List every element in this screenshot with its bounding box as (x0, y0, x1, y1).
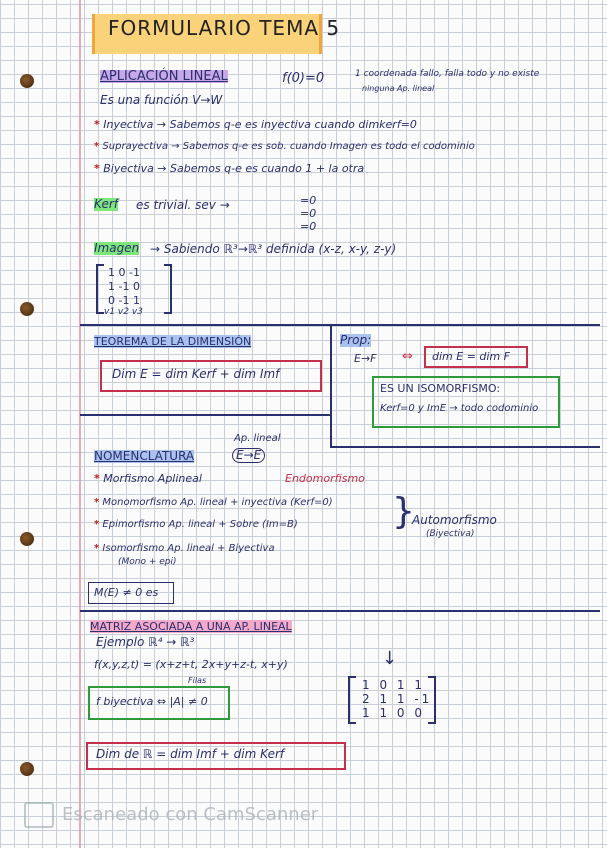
section-heading-teorema: TEOREMA DE LA DIMENSIÓN (94, 335, 252, 348)
divider (330, 446, 600, 448)
binder-hole (20, 302, 34, 316)
automorfismo-sub: (Biyectiva) (426, 529, 475, 539)
definition: Es una función V→W (100, 93, 223, 107)
list-item: * Monomorfismo Ap. lineal + inyectiva (Kerf=0) (94, 497, 333, 508)
list-item: * Epimorfismo Ap. lineal + Sobre (Im=B) (94, 519, 298, 530)
scan-watermark: Escaneado con CamScanner (62, 804, 319, 825)
kerf-eq: =0 (300, 194, 317, 207)
prop-ef: E→F (354, 352, 377, 365)
prop-dim: dim E = dim F (432, 350, 510, 363)
matrix-row: 1 0 1 1 (362, 678, 425, 692)
matrix-row: 2 1 1 -1 (362, 692, 433, 706)
list-item: * Inyectiva → Sabemos q-e es inyectiva cuando dimkerf=0 (94, 118, 417, 131)
me-text: M(E) ≠ 0 es (94, 586, 159, 599)
section-heading-matriz: MATRIZ ASOCIADA A UNA AP. LINEAL (90, 620, 292, 633)
camscanner-logo-icon (24, 802, 54, 828)
matrix-row: 1 -1 0 (108, 280, 140, 293)
section-heading-aplicacion: APLICACIÓN LINEAL (100, 69, 228, 84)
iso-title: ES UN ISOMORFISMO: (380, 382, 501, 395)
kerf-text: es trivial. sev → (136, 198, 230, 212)
dimension-formula: Dim E = dim Kerf + dim Imf (112, 367, 280, 381)
note-line2: ninguna Ap. lineal (362, 84, 435, 93)
divider (80, 324, 600, 326)
kerf-eq: =0 (300, 207, 317, 220)
matrix-row: 0 -1 1 (108, 294, 140, 307)
section-heading-nomenclatura: NOMENCLATURA (94, 449, 195, 463)
arrow-down-icon: ↓ (382, 648, 398, 669)
list-item: * Morfismo Aplineal (94, 472, 202, 485)
function-def: f(x,y,z,t) = (x+z+t, 2x+y+z-t, x+y) (94, 658, 288, 671)
iff-arrow-icon: ⇔ (402, 349, 413, 364)
f0-formula: f(0)=0 (282, 71, 325, 86)
ejemplo: Ejemplo ℝ⁴ → ℝ³ (96, 635, 195, 649)
biyectiva-text: f biyectiva ⇔ |A| ≠ 0 (96, 695, 208, 708)
divider (80, 414, 330, 416)
divider (330, 324, 332, 448)
matrix-bracket-left (348, 676, 356, 724)
matrix-bracket-left (96, 264, 104, 314)
mono-epi-note: (Mono + epi) (118, 557, 177, 567)
filas-note: Filas (188, 676, 207, 685)
prop-label: Prop: (340, 333, 372, 347)
margin-line (79, 0, 81, 848)
page-title: FORMULARIO TEMA 5 (108, 16, 341, 40)
kerf-eq: =0 (300, 220, 317, 233)
list-item: * Isomorfismo Ap. lineal + Biyectiva (94, 543, 275, 554)
divider (80, 610, 600, 612)
note-line1: 1 coordenada fallo, falla todo y no existe (355, 69, 540, 79)
imagen-text: → Sabiendo ℝ³→ℝ³ definida (x-z, x-y, z-y) (150, 242, 397, 256)
endomorfismo-label: Endomorfismo (285, 472, 365, 485)
matrix-bracket-right (428, 676, 436, 724)
ee-label: E→E (232, 448, 265, 463)
matrix-row: 1 0 -1 (108, 266, 140, 279)
vector-labels: v1 v2 v3 (104, 307, 143, 317)
matrix-bracket-right (164, 264, 172, 314)
list-item: * Suprayectiva → Sabemos q-e es sob. cuando Imagen es todo el codominio (94, 141, 475, 152)
kerf-label: Kerf (94, 197, 118, 211)
matrix-row: 1 1 0 0 (362, 706, 425, 720)
binder-hole (20, 532, 34, 546)
binder-hole (20, 762, 34, 776)
aplineal-note: Ap. lineal (234, 433, 281, 444)
iso-text: Kerf=0 y ImE → todo codominio (380, 403, 539, 414)
imagen-label: Imagen (94, 241, 140, 255)
brace-icon: } (392, 491, 415, 532)
automorfismo-label: Automorfismo (412, 513, 497, 527)
list-item: * Biyectiva → Sabemos q-e es cuando 1 + la otra (94, 162, 365, 175)
dim-formula: Dim de ℝ = dim Imf + dim Kerf (96, 747, 285, 761)
binder-hole (20, 74, 34, 88)
